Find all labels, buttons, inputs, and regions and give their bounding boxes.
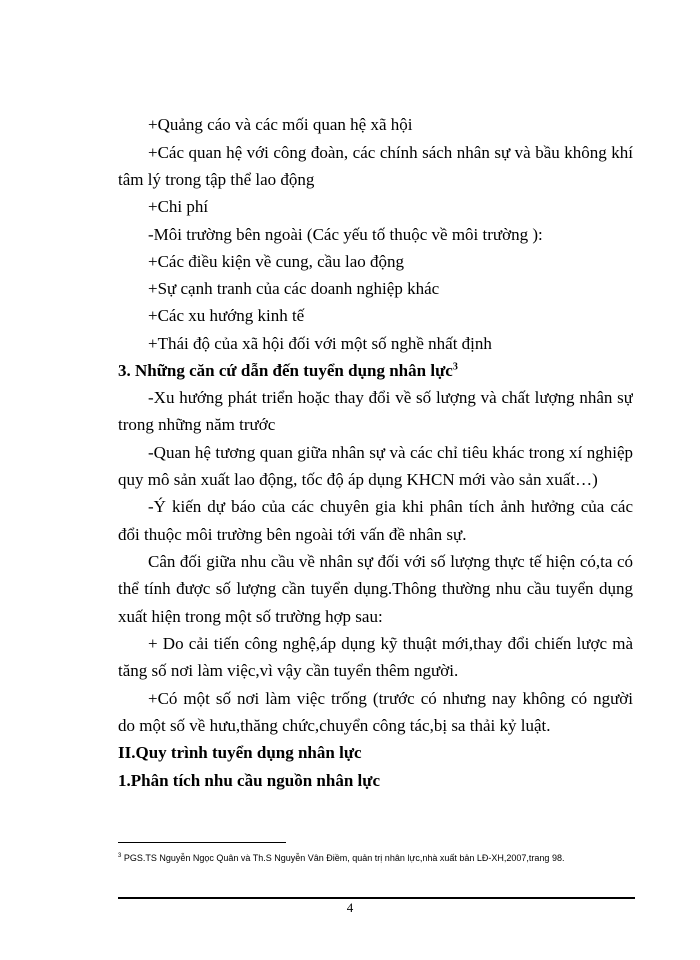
- text-line: +Chi phí: [148, 197, 209, 216]
- text-line: +Các điều kiện về cung, cầu lao động: [148, 252, 405, 271]
- chapter-heading: II.Quy trình tuyển dụng nhân lực: [118, 743, 362, 762]
- footer-rule: [118, 897, 635, 899]
- footnote-text: PGS.TS Nguyễn Ngọc Quân và Th.S Nguyễn Vân Điềm, quản trị nhân lực,nhà xuất bản LĐ-XH,2007,trang 98.: [121, 853, 565, 863]
- page-number: 4: [346, 900, 354, 915]
- text-line: +Quảng cáo và các mối quan hệ xã hội: [148, 115, 413, 134]
- text-line: -Quan hệ tương quan giữa nhân sự và các chỉ tiêu khác trong xí nghiệp: [148, 443, 633, 462]
- footnote-marker: 3: [452, 361, 458, 373]
- text-line: +Các quan hệ với công đoàn, các chính sách nhân sự và bầu không khí: [148, 143, 633, 162]
- footnote: [118, 852, 564, 864]
- section-heading-text: 3. Những căn cứ dẫn đến tuyển dụng nhân lực: [118, 361, 453, 380]
- text-line: + Do cải tiến công nghệ,áp dụng kỹ thuật mới,thay đổi chiến lược mà: [148, 634, 633, 653]
- text-line: quy mô sản xuất lao động, tốc độ áp dụng KHCN mới vào sản xuất…): [118, 470, 598, 489]
- text-line: do một số về hưu,thăng chức,chuyển công tác,bị sa thải kỷ luật.: [118, 716, 551, 735]
- text-line: +Thái độ của xã hội đối với một số nghề nhất định: [148, 334, 492, 353]
- text-line: -Môi trường bên ngoài (Các yếu tố thuộc về môi trường ):: [148, 225, 543, 244]
- text-line: trong những năm trước: [118, 415, 276, 434]
- text-line: đổi thuộc môi trường bên ngoài tới vấn đề nhân sự.: [118, 525, 467, 544]
- section-heading: [118, 361, 458, 381]
- text-line: +Các xu hướng kinh tế: [148, 306, 305, 325]
- text-line: -Xu hướng phát triển hoặc thay đổi về số lượng và chất lượng nhân sự: [148, 388, 633, 407]
- text-line: +Có một số nơi làm việc trống (trước có nhưng nay không có người: [148, 689, 633, 708]
- text-line: +Sự cạnh tranh của các doanh nghiệp khác: [148, 279, 440, 298]
- text-line: xuất hiện trong một số trường hợp sau:: [118, 607, 383, 626]
- text-line: tăng số nơi làm việc,vì vậy cần tuyển thêm người.: [118, 661, 459, 680]
- text-line: Cân đối giữa nhu cầu về nhân sự đối với số lượng thực tế hiện có,ta có: [148, 552, 633, 571]
- footnote-number: 3: [118, 853, 122, 859]
- subsection-heading: 1.Phân tích nhu cầu nguồn nhân lực: [118, 771, 380, 790]
- footnote-separator: [118, 842, 286, 843]
- text-line: thể tính được số lượng cần tuyển dụng.Thông thường nhu cầu tuyển dụng: [118, 579, 633, 598]
- text-line: tâm lý trong tập thể lao động: [118, 170, 315, 189]
- text-line: -Ý kiến dự báo của các chuyên gia khi phân tích ảnh hưởng của các: [148, 497, 633, 516]
